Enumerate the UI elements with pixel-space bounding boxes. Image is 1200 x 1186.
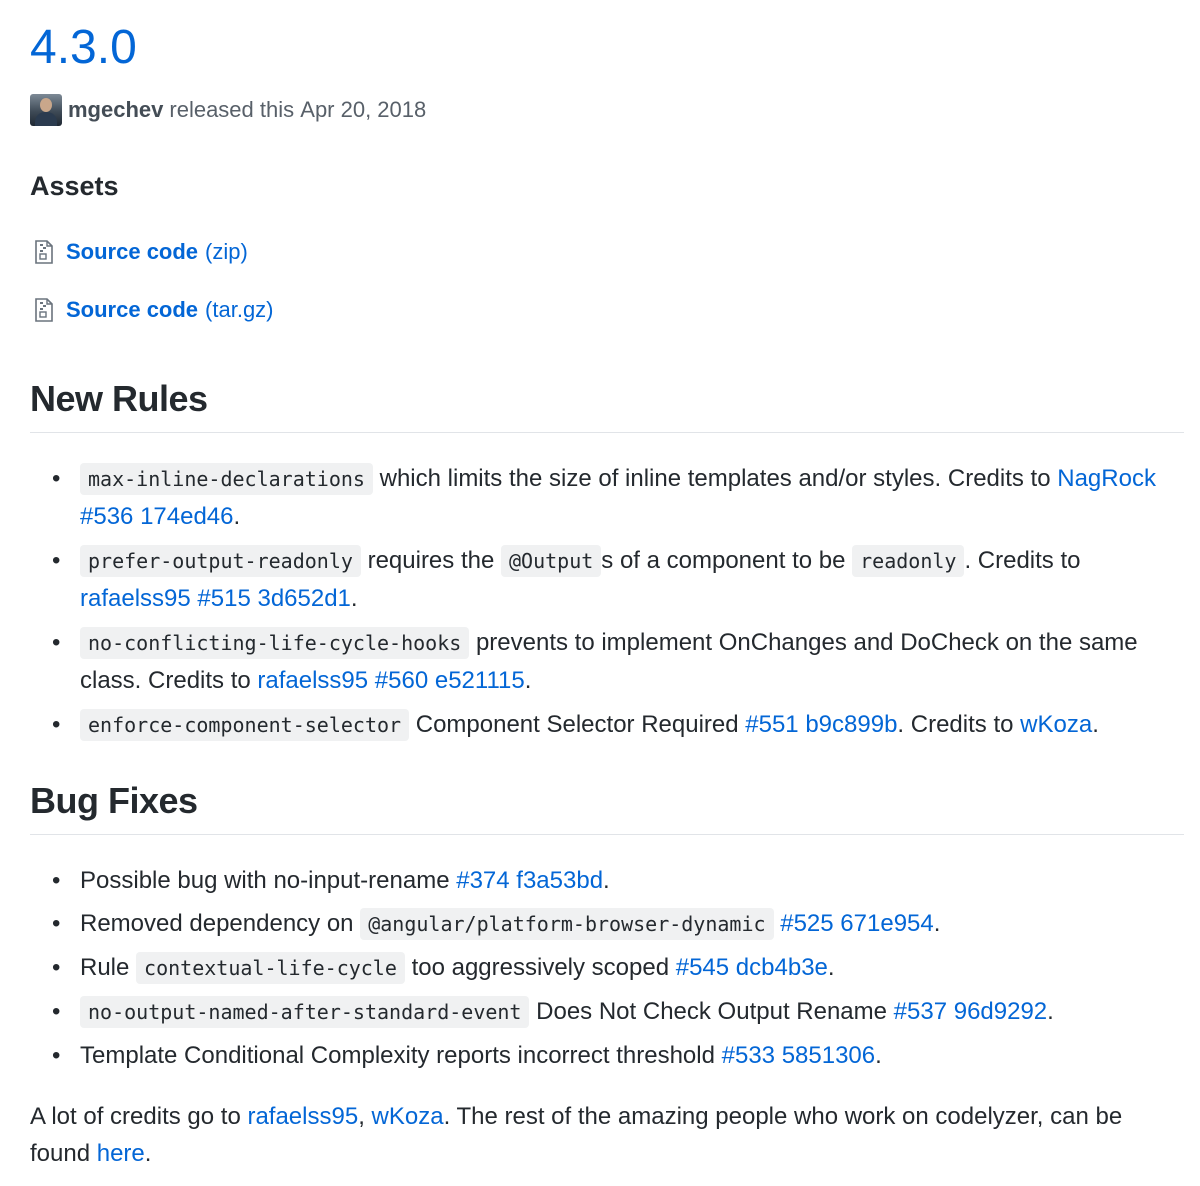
item-end: .: [350, 585, 358, 612]
list-item: [80, 706, 1170, 744]
commit-link[interactable]: 96d9292: [953, 998, 1048, 1025]
item-text: s of a component to be: [601, 547, 853, 574]
issue-link[interactable]: #374: [456, 867, 510, 894]
list-item: [80, 460, 1170, 535]
bug-fixes-heading: Bug Fixes: [30, 778, 1184, 835]
asset-zip-ext[interactable]: (zip): [205, 239, 248, 264]
commit-link[interactable]: 5851306: [781, 1042, 876, 1069]
commit-link[interactable]: 3d652d1: [257, 585, 351, 612]
item-text: Template Conditional Complexity reports incorrect threshold: [80, 1042, 722, 1069]
code-snippet: no-conflicting-life-cycle-hooks: [80, 627, 469, 659]
author-link[interactable]: mgechev: [68, 97, 164, 122]
release-meta: [30, 94, 426, 126]
asset-targz-label[interactable]: Source code: [66, 297, 199, 322]
user-link[interactable]: rafaelss95: [80, 585, 191, 612]
issue-link[interactable]: #525: [780, 910, 834, 937]
issue-link[interactable]: #545: [675, 954, 730, 981]
issue-link[interactable]: #515: [197, 585, 251, 612]
code-snippet: max-inline-declarations: [80, 463, 373, 495]
credits-sep: ,: [358, 1103, 372, 1130]
item-text: prevents to implement OnChanges and DoCheck on the same class. Credits to: [80, 629, 1138, 694]
item-text: Removed dependency on: [80, 910, 361, 937]
user-link[interactable]: wKoza: [1020, 711, 1093, 738]
item-end: .: [827, 954, 835, 981]
item-end: .: [1047, 998, 1054, 1025]
avatar[interactable]: [30, 94, 62, 126]
item-text: Does Not Check Output Rename: [529, 998, 894, 1025]
item-end: .: [233, 503, 241, 530]
code-snippet: enforce-component-selector: [80, 709, 409, 741]
item-end: .: [1092, 711, 1099, 738]
asset-targz[interactable]: [34, 295, 274, 325]
list-item: [80, 949, 1170, 987]
new-rules-list: [30, 460, 1170, 744]
issue-link[interactable]: #537: [893, 998, 948, 1025]
item-text: requires the: [360, 547, 501, 574]
new-rules-heading: New Rules: [30, 376, 1184, 433]
user-link[interactable]: wKoza: [371, 1103, 444, 1130]
file-zip-icon: [34, 298, 54, 322]
commit-link[interactable]: dcb4b3e: [735, 954, 828, 981]
credits-text: A lot of credits go to: [30, 1103, 248, 1130]
issue-link[interactable]: #551: [745, 711, 799, 738]
bug-fixes-list: [30, 862, 1170, 1074]
item-text: Rule: [80, 954, 137, 981]
issue-link[interactable]: #536: [80, 503, 134, 530]
code-snippet: no-output-named-after-standard-event: [80, 996, 529, 1028]
item-text: Component Selector Required: [409, 711, 746, 738]
item-text: which limits the size of inline templates and/or styles. Credits to: [372, 465, 1058, 492]
released-text: released this: [169, 97, 295, 122]
commit-link[interactable]: 174ed46: [140, 503, 234, 530]
issue-link[interactable]: #560: [374, 667, 429, 694]
issue-link[interactable]: #533: [721, 1042, 776, 1069]
commit-link[interactable]: f3a53bd: [516, 867, 604, 894]
user-link[interactable]: NagRock: [1057, 465, 1156, 492]
release-version-link[interactable]: 4.3.0: [30, 21, 137, 74]
item-text: . Credits to: [964, 547, 1081, 574]
list-item: [80, 624, 1170, 699]
commit-link[interactable]: b9c899b: [805, 711, 898, 738]
credits-end: .: [144, 1140, 152, 1167]
item-text: . Credits to: [897, 711, 1021, 738]
list-item: [80, 542, 1170, 617]
user-link[interactable]: rafaelss95: [247, 1103, 359, 1130]
credits-paragraph: [30, 1098, 1180, 1172]
asset-zip[interactable]: [34, 237, 248, 267]
release-title[interactable]: [30, 18, 137, 78]
list-item: [80, 905, 1170, 943]
item-text: too aggressively scoped: [404, 954, 676, 981]
item-end: .: [933, 910, 941, 937]
code-snippet: contextual-life-cycle: [136, 952, 405, 984]
code-snippet: prefer-output-readonly: [80, 545, 361, 577]
commit-link[interactable]: e521115: [434, 667, 525, 694]
item-end: .: [524, 667, 532, 694]
code-snippet: readonly: [852, 545, 964, 577]
file-zip-icon: [34, 240, 54, 264]
code-snippet: @angular/platform-browser-dynamic: [360, 908, 773, 940]
list-item: [80, 993, 1170, 1031]
asset-targz-ext[interactable]: (tar.gz): [205, 297, 274, 322]
commit-link[interactable]: 671e954: [840, 910, 934, 937]
release-date: Apr 20, 2018: [300, 97, 427, 122]
list-item: [80, 862, 1170, 899]
code-snippet: @Output: [501, 545, 601, 577]
item-end: .: [875, 1042, 882, 1069]
assets-heading: Assets: [30, 171, 119, 201]
here-link[interactable]: here: [96, 1140, 145, 1167]
item-text: Possible bug with no-input-rename: [80, 867, 457, 894]
credits-text: . The rest of the amazing people who work on codelyzer, can be found: [30, 1103, 1123, 1167]
asset-zip-label[interactable]: Source code: [66, 239, 199, 264]
user-link[interactable]: rafaelss95: [257, 667, 369, 694]
item-end: .: [603, 867, 610, 894]
list-item: [80, 1037, 1170, 1074]
